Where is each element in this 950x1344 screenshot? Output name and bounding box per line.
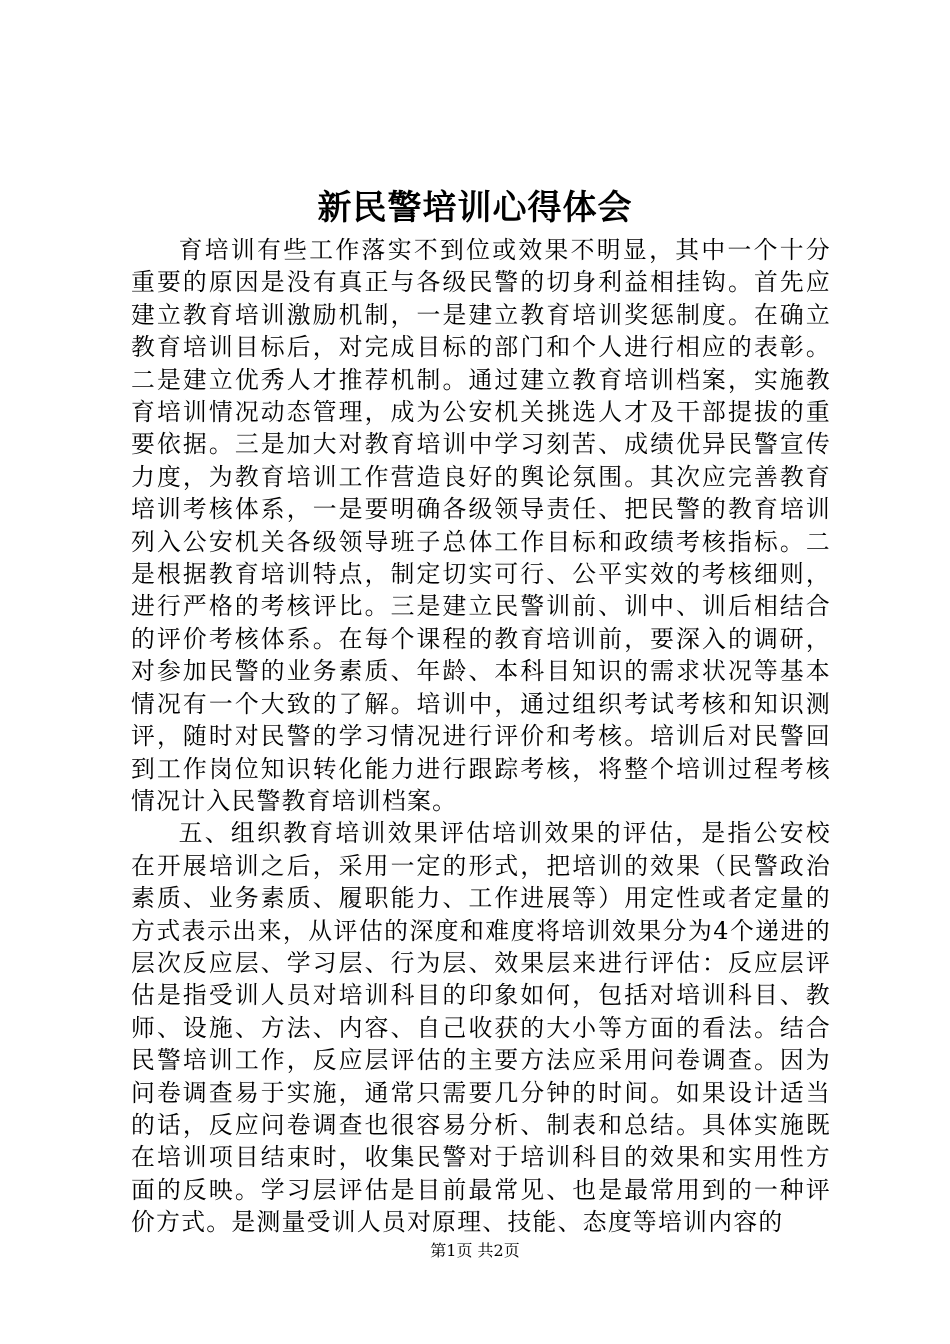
paragraph: 育培训有些工作落实不到位或效果不明显，其中一个十分重要的原因是没有真正与各级民警的切身利益相挂钩。首先应建立教育培训激励机制，一是建立教育培训奖惩制度。在确立教育培训目标后，对完成目标的部门和个人进行相应的表彰。二是建立优秀人才推荐机制。通过建立教育培训档案，实施教育培训情况动态管理，成为公安机关挑选人才及干部提拔的重要依据。三是加大对教育培训中学习刻苦、成绩优异民警宣传力度，为教育培训工作营造良好的舆论氛围。其次应完善教育培训考核体系，一是要明确各级领导责任、把民警的教育培训列入公安机关各级领导班子总体工作目标和政绩考核指标。二是根据教育培训特点，制定切实可行、公平实效的考核细则，进行严格的考核评比。三是建立民警训前、训中、训后相结合的评价考核体系。在每个课程的教育培训前，要深入的调研，对参加民警的业务素质、年龄、本科目知识的需求状况等基本情况有一个大致的了解。培训中，通过组织考试考核和知识测评，随时对民警的学习情况进行评价和考核。培训后对民警回到工作岗位知识转化能力进行跟踪考核，将整个培训过程考核情况计入民警教育培训档案。 (131, 236, 831, 815)
document-title: 新民警培训心得体会 (317, 188, 633, 228)
document-body (131, 234, 831, 1239)
paragraph: 五、组织教育培训效果评估培训效果的评估，是指公安校在开展培训之后，采用一定的形式，把培训的效果（民警政治素质、业务素质、履职能力、工作进展等）用定性或者定量的方式表示出来，从评估的深度和难度将培训效果分为4个递进的层次反应层、学习层、行为层、效果层来进行评估：反应层评估是指受训人员对培训科目的印象如何，包括对培训科目、教师、设施、方法、内容、自己收获的大小等方面的看法。结合民警培训工作，反应层评估的主要方法应采用问卷调查。因为问卷调查易于实施，通常只需要几分钟的时间。如果设计适当的话，反应问卷调查也很容易分析、制表和总结。具体实施既在培训项目结束时，收集民警对于培训科目的效果和实用性方面的反映。学习层评估是目前最常见、也是最常用到的一种评价方式。是测量受训人员对原理、技能、态度等培训内容的 (131, 819, 831, 1237)
page-number-footer: 第1页 共2页 (430, 1241, 520, 1260)
